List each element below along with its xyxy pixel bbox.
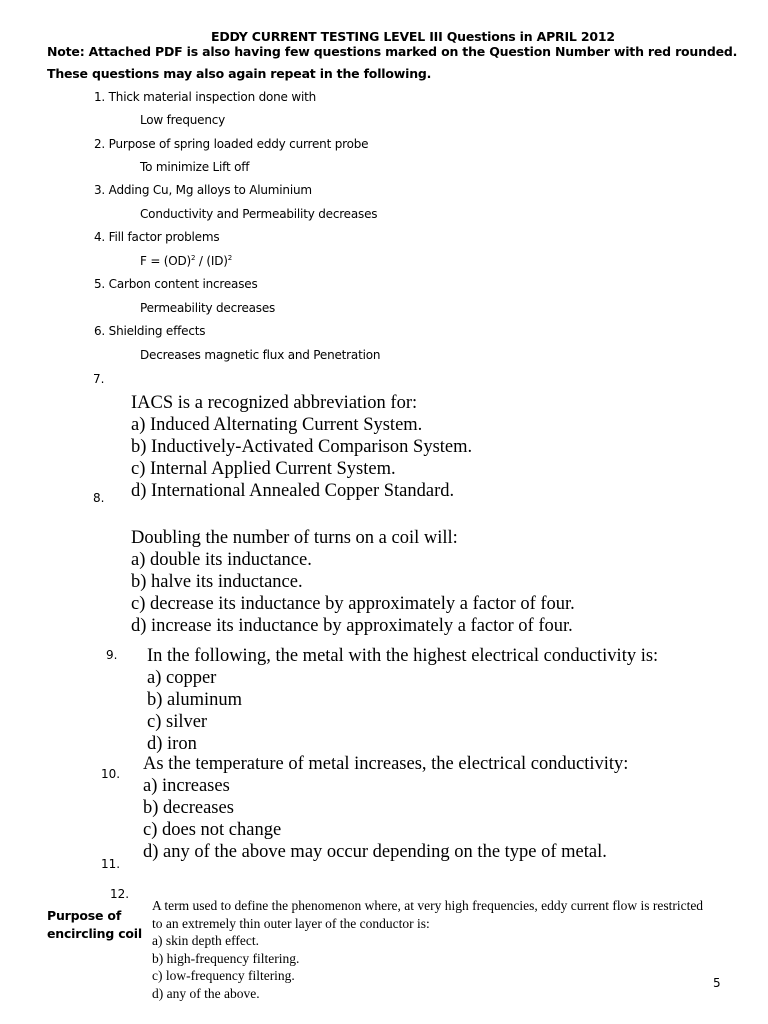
note-line-2: These questions may also again repeat in the following.	[47, 66, 432, 81]
question-9-block	[147, 645, 658, 755]
page-title: EDDY CURRENT TESTING LEVEL III Questions in APRIL 2012	[211, 29, 615, 44]
question-12-option-d: d) any of the above.	[152, 985, 260, 1001]
question-10-option-a: a) increases	[143, 776, 230, 796]
question-1: 1. Thick material inspection done with	[94, 90, 317, 104]
note-line-1: Note: Attached PDF is also having few questions marked on the Question Number with red rounded.	[47, 44, 738, 59]
question-6: 6. Shielding effects	[94, 324, 206, 338]
answer-2: To minimize Lift off	[140, 160, 250, 174]
answer-6: Decreases magnetic flux and Penetration	[140, 348, 381, 362]
question-7-stem: IACS is a recognized abbreviation for:	[131, 393, 418, 413]
question-number-10: 10.	[101, 767, 121, 781]
question-9-option-a: a) copper	[147, 668, 217, 688]
question-7-option-c: c) Internal Applied Current System.	[131, 459, 396, 479]
question-9-option-c: c) silver	[147, 712, 208, 732]
question-8-stem: Doubling the number of turns on a coil will:	[131, 528, 458, 548]
question-11-label	[47, 907, 142, 943]
question-4: 4. Fill factor problems	[94, 230, 220, 244]
question-11-label-line-2: encircling coil	[47, 926, 142, 941]
question-number-9: 9.	[106, 648, 118, 662]
question-10-block	[143, 753, 628, 863]
question-7-option-d: d) International Annealed Copper Standard.	[131, 481, 455, 501]
answer-1: Low frequency	[140, 113, 226, 127]
question-12-option-c: c) low-frequency filtering.	[152, 968, 295, 983]
question-10-option-d: d) any of the above may occur depending on the type of metal.	[143, 842, 607, 862]
question-number-7: 7.	[93, 372, 105, 386]
question-7-block	[131, 392, 472, 502]
answer-3: Conductivity and Permeability decreases	[140, 207, 378, 221]
question-3: 3. Adding Cu, Mg alloys to Aluminium	[94, 183, 312, 197]
question-8-block	[131, 527, 575, 637]
question-7-option-b: b) Inductively-Activated Comparison System.	[131, 437, 473, 457]
question-9-option-d: d) iron	[147, 734, 197, 754]
question-8-option-a: a) double its inductance.	[131, 550, 312, 570]
question-8-option-b: b) halve its inductance.	[131, 572, 303, 592]
question-8-option-c: c) decrease its inductance by approximately a factor of four.	[131, 594, 575, 614]
question-5: 5. Carbon content increases	[94, 277, 258, 291]
question-number-8: 8.	[93, 491, 105, 505]
question-7-option-a: a) Induced Alternating Current System.	[131, 415, 423, 435]
question-9-option-b: b) aluminum	[147, 690, 243, 710]
question-12-option-b: b) high-frequency filtering.	[152, 950, 300, 966]
question-number-12: 12.	[110, 887, 130, 901]
question-12-stem-line-2: to an extremely thin outer layer of the conductor is:	[152, 915, 430, 931]
question-10-option-c: c) does not change	[143, 820, 282, 840]
question-10-stem: As the temperature of metal increases, the electrical conductivity:	[143, 754, 629, 774]
question-12-stem-line-1: A term used to define the phenomenon where, at very high frequencies, eddy current flow is restricted	[152, 898, 704, 913]
question-2: 2. Purpose of spring loaded eddy current probe	[94, 137, 369, 151]
question-9-stem: In the following, the metal with the highest electrical conductivity is:	[147, 646, 659, 666]
question-10-option-b: b) decreases	[143, 798, 234, 818]
question-number-11: 11.	[101, 857, 121, 871]
page-number: 5	[713, 976, 721, 990]
answer-5: Permeability decreases	[140, 301, 276, 315]
question-11-label-line-1: Purpose of	[47, 908, 122, 923]
question-8-option-d: d) increase its inductance by approximately a factor of four.	[131, 616, 573, 636]
question-12-block	[152, 897, 703, 1002]
answer-4-formula: F = (OD)$^2$ / (ID)$^2$	[140, 254, 232, 268]
question-12-option-a: a) skin depth effect.	[152, 933, 259, 948]
